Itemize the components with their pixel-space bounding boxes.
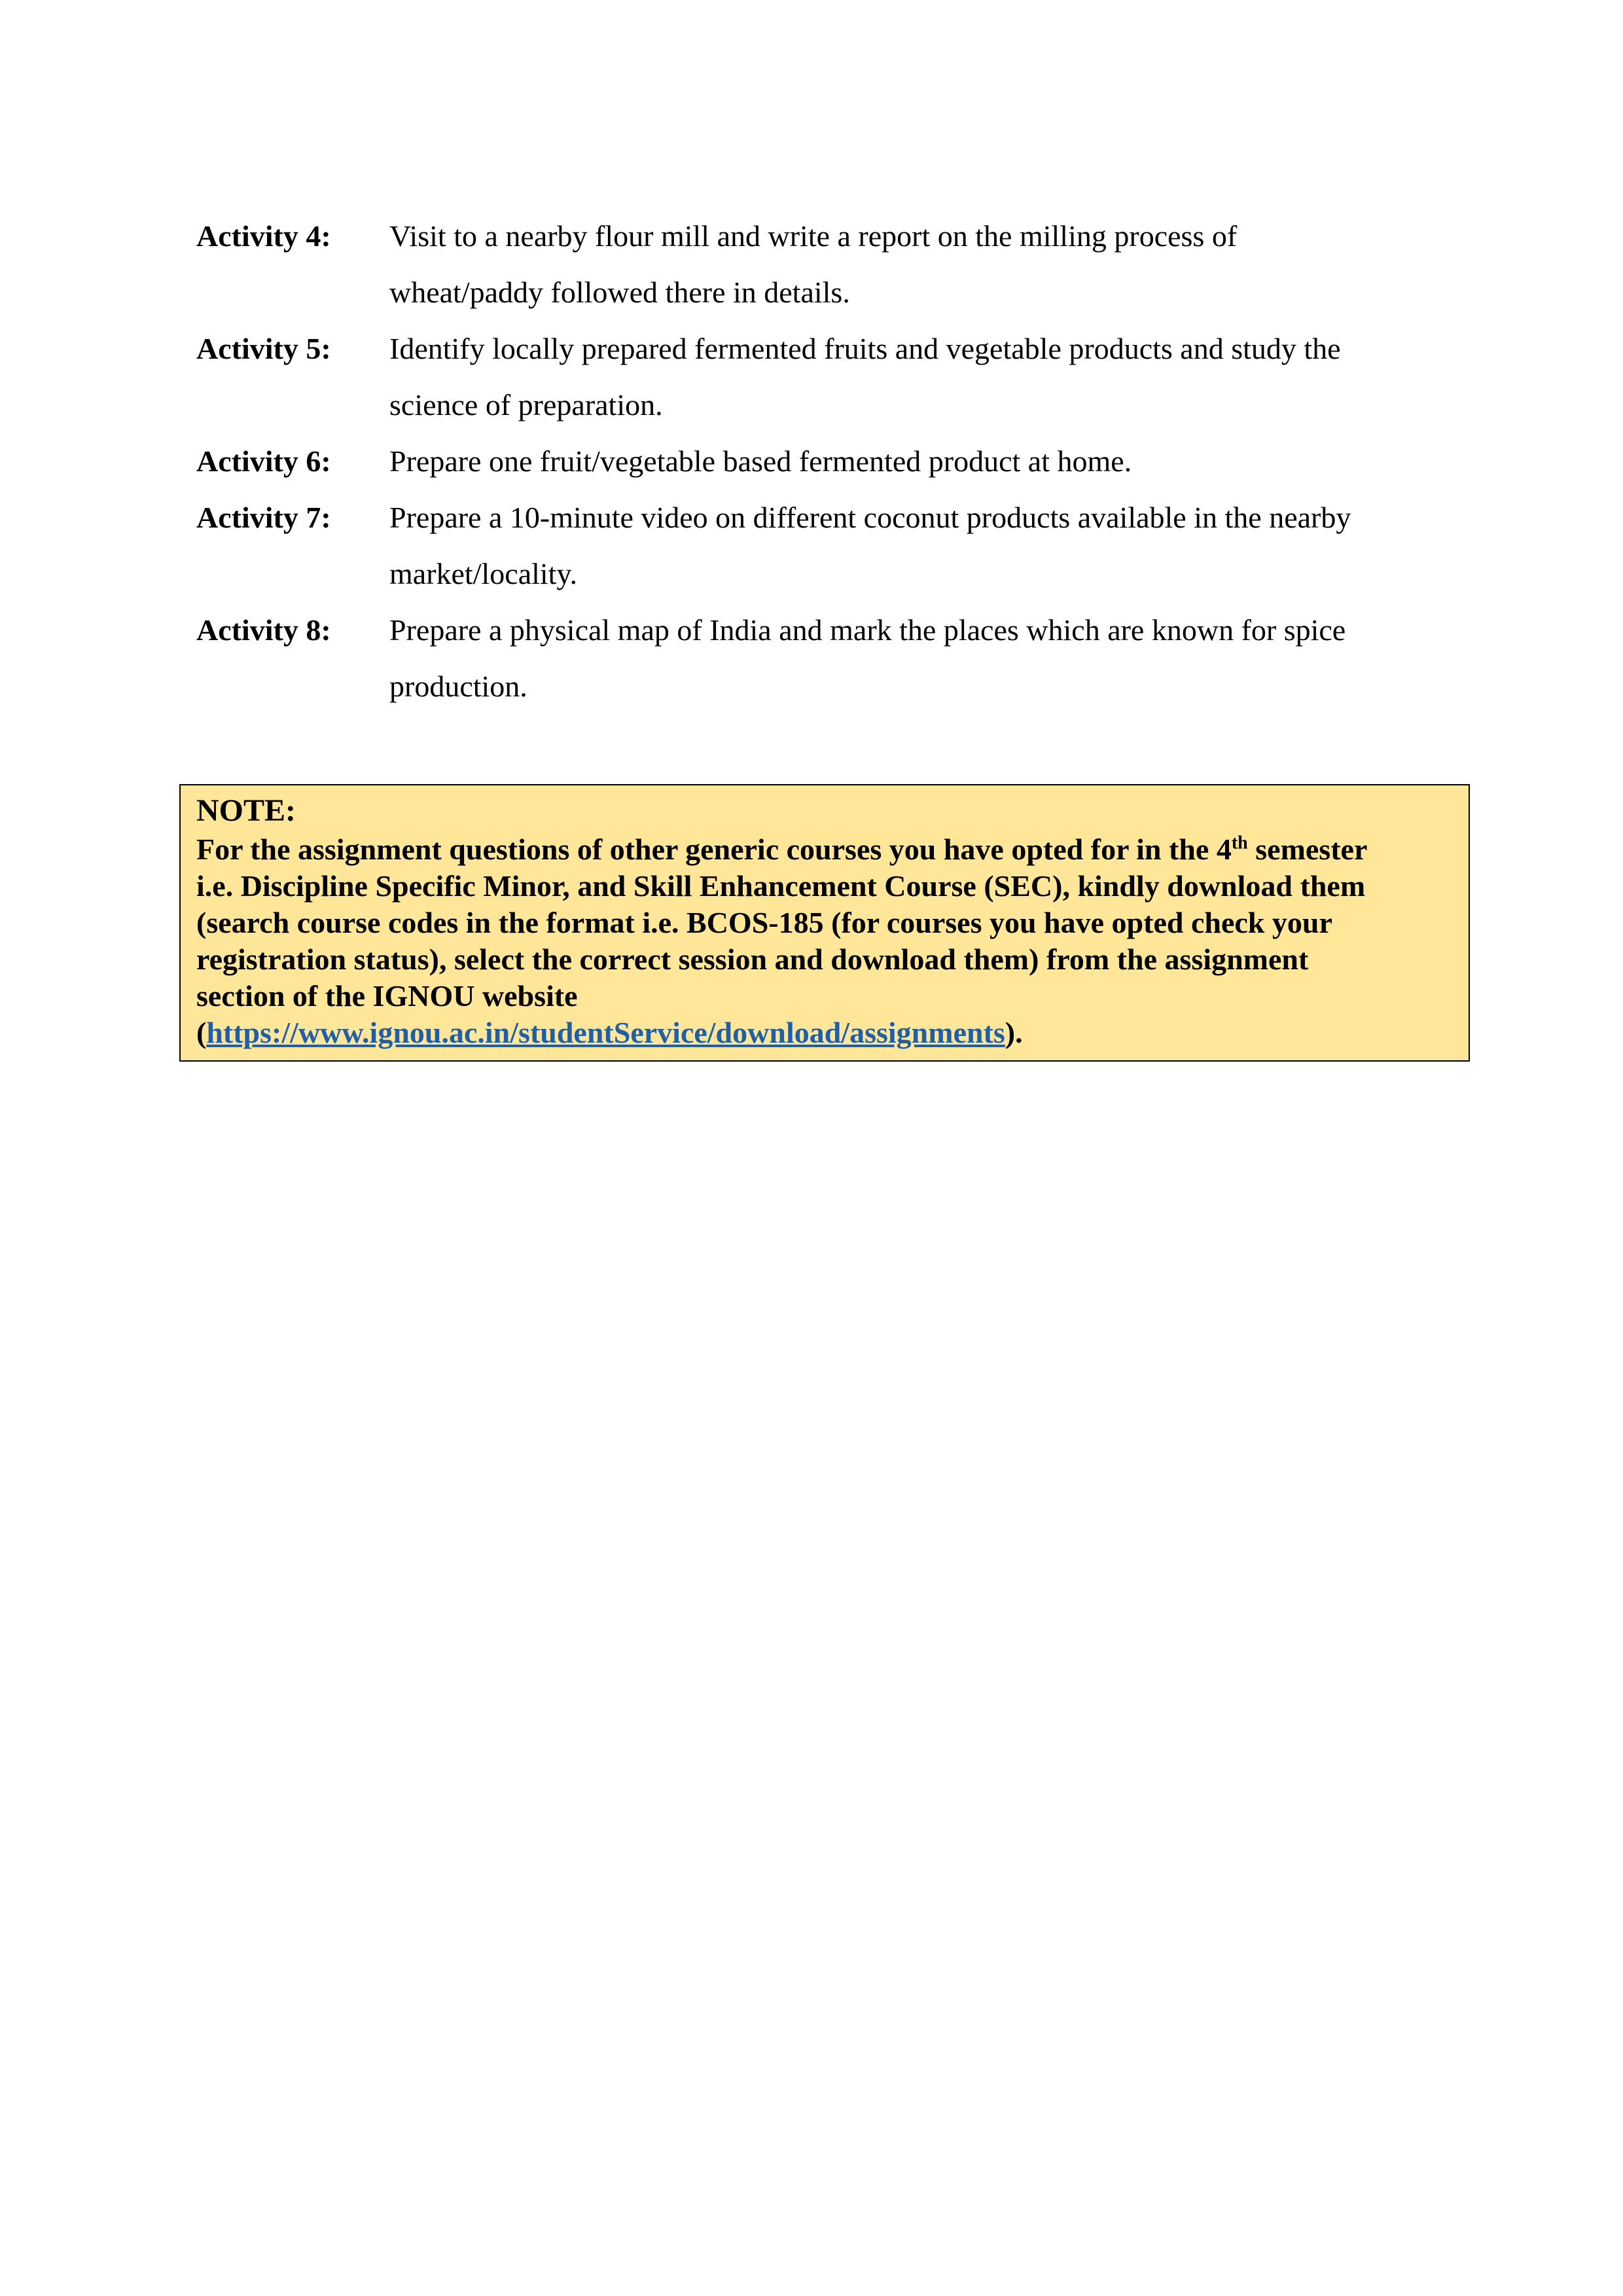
activity-text bbox=[389, 321, 1479, 433]
note-box bbox=[179, 784, 1470, 1062]
note-line-text: For the assignment questions of other generic courses you have opted for in the 4 bbox=[196, 833, 1232, 866]
activity-item bbox=[196, 602, 1479, 715]
activity-text-line: science of preparation. bbox=[389, 388, 663, 422]
activity-text-line: production. bbox=[389, 670, 527, 703]
activity-list bbox=[196, 208, 1479, 715]
activity-label: Activity 6: bbox=[196, 444, 331, 478]
note-paren-close: ). bbox=[1005, 1016, 1023, 1049]
note-line: (search course codes in the format i.e. BCOS-185 (for courses you have opted check your bbox=[196, 906, 1332, 939]
activity-text bbox=[389, 208, 1479, 321]
activity-label: Activity 5: bbox=[196, 332, 331, 365]
note-body bbox=[196, 831, 1453, 1051]
activity-text-line: Visit to a nearby flour mill and write a report on the milling process of bbox=[389, 219, 1238, 253]
note-line bbox=[196, 1014, 1453, 1051]
note-line: i.e. Discipline Specific Minor, and Skill Enhancement Course (SEC), kindly download them bbox=[196, 869, 1366, 903]
activity-item bbox=[196, 208, 1479, 321]
note-line bbox=[196, 831, 1453, 868]
activity-item bbox=[196, 321, 1479, 433]
note-superscript: th bbox=[1231, 833, 1248, 853]
activity-text-line: wheat/paddy followed there in details. bbox=[389, 276, 850, 309]
activity-text-line: Prepare one fruit/vegetable based fermented product at home. bbox=[389, 444, 1132, 478]
note-line-text: semester bbox=[1247, 833, 1368, 866]
assignments-link[interactable]: https://www.ignou.ac.in/studentService/download/assignments bbox=[206, 1016, 1005, 1049]
activity-label: Activity 7: bbox=[196, 501, 331, 534]
activity-item bbox=[196, 433, 1479, 490]
activity-label: Activity 4: bbox=[196, 219, 331, 253]
activity-text bbox=[389, 433, 1479, 490]
activity-text-line: Identify locally prepared fermented fruits and vegetable products and study the bbox=[389, 332, 1341, 365]
activity-text-line: market/locality. bbox=[389, 557, 577, 590]
note-paren-open: ( bbox=[196, 1016, 207, 1049]
note-line: section of the IGNOU website bbox=[196, 979, 578, 1013]
activity-text bbox=[389, 602, 1479, 715]
note-title: NOTE: bbox=[196, 793, 296, 828]
activity-text bbox=[389, 490, 1479, 602]
note-line: registration status), select the correct session and download them) from the assignment bbox=[196, 942, 1309, 976]
activity-item bbox=[196, 490, 1479, 602]
activity-text-line: Prepare a physical map of India and mark the places which are known for spice bbox=[389, 613, 1346, 647]
activity-text-line: Prepare a 10-minute video on different coconut products available in the nearby bbox=[389, 501, 1351, 534]
activity-label: Activity 8: bbox=[196, 613, 331, 647]
